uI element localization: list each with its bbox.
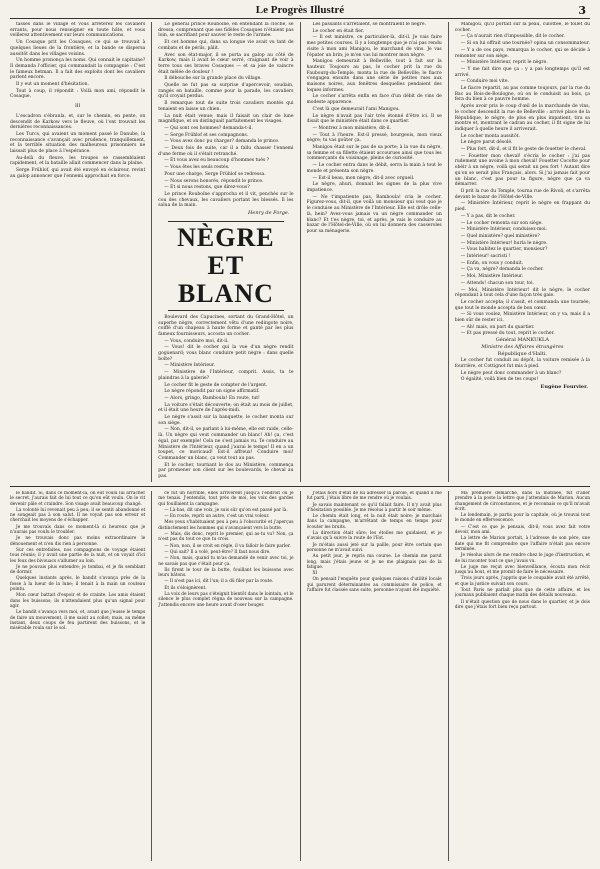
paragraph: L'escadron s'ébranla, et, sur le chemin, en pente, on descendit de Karkow vers le fleuve, où l'ont trouvait les dernières reconnaissances.	[10, 113, 146, 131]
paragraph: — Et si nous restons, que direz-vous?	[164, 185, 250, 191]
paragraph: — Qui sait? Il a volé, peut-être? Il faut nous dire.	[164, 549, 271, 555]
page-number: 3	[578, 4, 586, 17]
paragraph: — Quel ministère? quel ministère?	[460, 233, 540, 239]
column-rule	[151, 491, 152, 861]
paragraph: Le cocher s'arrêta enfin en face d'un débit de vins de modeste apparence.	[306, 94, 442, 106]
paragraph: La voix de leurs pas s'éteignit bientôt dans le lointain, et le silence le plus complet régna de nouveau sur la campagne. J'attendis encore une heure avant d'oser bouger.	[158, 592, 294, 608]
paragraph: Tout à coup, il répondit : Voilà mon ami, répondit le Cosaque.	[10, 88, 146, 100]
paragraph: — Ministère Intérieur, reprit le nègre.	[460, 60, 548, 66]
paragraph: Un Cosaque prit les Cosaques, ce qui se trouvait à quelques lieues de la frontière, et la bande se dispersa aussitôt dans les villages voisins.	[10, 40, 146, 57]
paragraph: — En route, reprit un autre, c'est un vrai voleur.	[164, 514, 270, 520]
paragraph: J'étais hors d'état de lui adresser la parole, et quand il me fut parti, j'étais libre de me rendre où je voulais.	[306, 491, 442, 502]
section-number: III	[75, 104, 81, 110]
paragraph: — Non, mais, quand tu m'as demandé de venir avec toi, je ne savais pas que c'était pour ça.	[158, 556, 294, 567]
paragraph: — Le cocher remonta sur son siège.	[460, 220, 543, 226]
paragraph: — Fouetter mon cheval! s'écria le cocher : j'ai pas rudement une avoine à mon cheval! Fouetter Cocotte pour obéir à un nègre, voilà qui serait un peu fort ! Autant dire qu'on se serait plus Français, alors. Si j'ai jamais fait pour un blanc, c'est pas pour ta figure, nègre que ça va démarrer.	[454, 153, 590, 188]
paragraph: Il prit la rue du Temple, tourna rue de Rivoli, et s'arrêta devant le bazar de l'Hôtel-de-Ville.	[454, 188, 590, 200]
paragraph: — Conduire moi vite.	[460, 79, 509, 85]
paragraph: On pensait l'enquête pour quelques raisons d'utilité locale qui parurent déterminantes au commissaire de police, et l'affaire fut classée sans suite, personne n'ayant été inquiété.	[306, 577, 442, 594]
paragraph: Il y eut un moment d'hésitation.	[16, 82, 89, 88]
paragraph: — Serge Frühlof et ses compagnons.	[164, 132, 249, 138]
paragraph: Après avoir pris le coup d'œil de la marchande de vins, le cocher descendit la rue de Belleville : arrivé place de la République, le nègre, de plus en plus impatient, tira sa montre et, montrant le cadran au cocher, il fit signe de lui indiquer à quelle heure il arriverait.	[454, 104, 590, 132]
column-rule	[151, 22, 152, 482]
paragraph: La lettre de Marion portait, à l'adresse de son père, une date qui me fit comprendre que l'affaire n'était pas encore terminée.	[454, 536, 590, 552]
paragraph: Le prince Rouboïne s'approcha et il vit, penchés sur le cou des chevaux, les cavaliers portant les blessés. Il les salua de la main.	[158, 191, 294, 209]
paragraph: Et le cocher, tournant le dos au Ministère, commença par promener son client sur les boulevards, le cheval au pas.	[158, 462, 294, 480]
paragraph: Ils firent le tour de la butte, fouillant les buissons avec leurs bâtons.	[158, 567, 294, 579]
paragraph: Manigou, qu'il portait sur la peau, culottée, le toilet du cocher.	[454, 22, 590, 33]
paragraph: La nuit était venue; mais il faisait un clair de lune magnifique, et on distinguait parfaitement les visages.	[158, 113, 294, 125]
paragraph: — Tout à l'heure. Est-il pressé, bourgeois, mon vieux nègre; tu vas goûter ça.	[306, 132, 442, 144]
paragraph: — Non, dit-il, se parlant à lui-même, elle est raide, celle-là. Un nègre qui veut commander un blanc! Ah! ça, c'est égal, par exemple! Cela ne s'est jamais vu. Te conduire au Ministère de l'Intérieur, quand j'aurai le temps! Il en a un toupet, ce moricaud! Est-il affreux! Conduire moi! Commander un blanc, ça veut tout au pas.	[158, 427, 294, 461]
paragraph: Avec son état-major, il se porta au galop au côté de Karkow, mais il avait le cœur serré, craignant de voir à terre tous ses braves Cosaques — et sa joie de vaincre était mêlée de douleur !	[158, 52, 294, 75]
paragraph: Serge Frühlof, qui avait été envoyé en éclaireur, revint au galop annoncer que l'ennemi approchait en force.	[10, 168, 146, 179]
masthead-title: Le Progrès Illustré	[255, 4, 345, 16]
paragraph: — Ministère Intérieur, reprit le nègre en frappant du pied.	[454, 201, 590, 213]
paragraph: Je résolus alors de me rendre chez le juge d'instruction, et de lui raconter tout ce que j'avais vu.	[454, 553, 590, 564]
paragraph: Le nègre répondit par un signe affirmatif.	[164, 389, 260, 395]
paragraph: — Deux fois de suite, car il a fallu chasser l'ennemi d'une ferme où il s'était retranché.	[158, 146, 294, 157]
paragraph: — Le cocher entra dans le débit, serra la main à tout le monde et présenta son nègre.	[306, 163, 442, 174]
paragraph: — Moi, Ministère Intérieur! dit le nègre, le cocher répondant à tout cela d'une façon très gaie.	[454, 287, 590, 299]
lower-column-3	[307, 491, 442, 861]
paragraph: O égalité, voilà bien de tes coups!	[460, 377, 539, 383]
section-divider	[10, 486, 590, 487]
paragraph: — Montrez à mon ministère, dit-il.	[312, 125, 391, 131]
column-2	[158, 22, 293, 482]
paragraph: — Plus fort, dit-il, et il fit le geste de fouetter le cheval.	[460, 147, 587, 153]
paragraph: — Y me fait dire que ça : y a pas longtemps qu'il est arrivé.	[454, 66, 590, 78]
paragraph: — Ne t'impatiente pas, Bamboula! cria le cocher. Figurez-vous, dit-il, que voilà un monsieur qui veut que je le conduise au Ministère de l'Intérieur. Elle est drôle celle-là, hein? Avez-vous jamais vu un nègre commander un blanc? Et t'es nègre, toi, et après, je vais le conduire au bazar de l'Hôtel-de-Ville, où on lui donnera des casseroles pour sa ménagerie.	[306, 194, 442, 234]
paragraph: Manigou demeurait à Belleville, tout à fait sur la hauteur. Toujours au pas, le cocher prit la rue du Faubourg-du-Temple, monta la rue de Belleville; le fiacre s'engagea ensuite dans une série de petites rues aux maisons noires, aux fenêtres desquelles pendaient des loques informes.	[306, 59, 442, 93]
paragraph: — Et pas pressé du tout, reprit le cocher.	[460, 331, 555, 337]
paragraph: — Ministère Intérieur.	[164, 363, 215, 369]
column-4	[455, 22, 590, 482]
paragraph: — Ministère Intérieur, conduisez-moi.	[460, 227, 547, 233]
article-signature: Eugène Fourvier.	[540, 384, 588, 391]
paragraph: — Mais, dis donc, reprit le premier, qui as-tu vu? Non, ça n'est pas du tout ce que tu crois.	[158, 532, 294, 543]
paragraph: — Vous avez donc pu charger? demanda le prince.	[164, 139, 280, 145]
column-rule	[448, 22, 449, 482]
paragraph: XI	[312, 571, 318, 577]
paragraph: — Alors, gringo, Bamboula! En route, tut!	[164, 395, 260, 401]
paragraph: — Il est ministre, ce particulier-là, dit-il. Je vais faire mes petites courses. Il y a longtemps que je n'ai pas rendu visite à mon ami Manigou, le marchand de vins. Je vas l'épater un brin; je m'en vas lui montrer mon nègre.	[306, 35, 442, 58]
paragraph: Je ne pouvais plus entendre; je tombai, et je fis semblant de dormir.	[10, 564, 146, 576]
paragraph: — Vous êtes les seuls restés.	[164, 165, 230, 171]
lower-column-1	[10, 491, 145, 861]
paragraph: Mes yeux s'habituaient peu à peu à l'obscurité et j'aperçus distinctement les hommes qui s'avançaient vers la butte.	[158, 520, 294, 531]
paragraph: — Nous serons honorés, répondit le prince.	[164, 178, 264, 184]
paragraph: La volonté lui revenait peu à peu; il se sentit abandonné et ne songeait pas à son salut. Il ne voyait pas son erreur et cherchait les moyens de s'échapper.	[10, 507, 146, 524]
paragraph: Les passants s'arrêtaient, se montraient le nègre.	[312, 22, 426, 27]
paragraph: Le bandit s'avança vers moi, et, avant que j'eusse le temps de faire un mouvement, il me saisit au collet; mais, au même instant, deux coups de feu partirent des buissons, et le misérable roula sur le sol.	[10, 610, 146, 632]
paragraph: Un homme prononça les noms. Qui connait le capitaine? Il demanda l'officier, qui commandait la compagnie : C'est le fameux hetman. Il a fait des exploits dont les cavaliers parlent encore.	[10, 58, 146, 81]
column-1	[10, 22, 145, 482]
paragraph: — Si vous voulez, Ministère Intérieur, on y va, mais il a bien sûr de rester ici.	[454, 312, 590, 324]
paragraph: Le cocher monta aussitôt.	[460, 133, 520, 139]
paragraph: — Vous habitez le quartier, monsieur?	[460, 247, 548, 253]
column-rule	[448, 491, 449, 861]
section-heading	[10, 104, 145, 110]
paragraph: La direction était sûre; les étoiles me guidaient, et je n'avais qu'à suivre la route de l'Est.	[306, 531, 442, 542]
page-header	[10, 4, 590, 19]
paragraph: Je m'étais aussi jeté sur la paille, pour être certain que personne ne m'avait suivi.	[306, 542, 442, 553]
paragraph: — Intérieur! sacristi !	[460, 254, 511, 260]
paragraph: — Ça va, nègre? demanda le cocher.	[460, 267, 544, 273]
paragraph: Manigou était sur le pas de sa porte; à la vue du nègre, sa femme et sa fillette étaient accourues ainsi que tous les commerçants du voisinage, pleins de curiosité.	[306, 145, 442, 162]
paragraph: Ma première démarche, dans la matinée, fut d'aller prendre à la poste la lettre que j'attendais de Marion. Aucun changement de circonstances, et je reconnais ce qu'il m'avait écrit.	[454, 491, 590, 512]
paragraph: Quelle ne fut pas sa surprise d'apercevoir, soudain, rangés en bataille, comme pour la parade, les cavaliers qu'il croyait perdus.	[158, 83, 294, 100]
paragraph: La voiture s'était découverte; on était au mois de juillet, et il était une heure de l'après-midi.	[158, 402, 294, 414]
paragraph: — Ministère de l'Intérieur, comprit. Assis, tu te plaindras à la galerie?	[158, 370, 294, 381]
paragraph: Je savais maintenant ce qu'il fallait faire. Il n'y avait plus d'hésitation possible. Je me résolus à partir le soir même.	[306, 502, 442, 513]
upper-section	[10, 22, 590, 482]
paragraph: tasses dans le village et vous arrêterez les cavaliers errants, pour nous renseigner en toute hâte, et vous veillerez attentivement sur leurs communications.	[10, 22, 146, 39]
paragraph: Le nègre s'assit sur la banquette, le cocher monta sur son siège.	[158, 415, 294, 426]
credit-name: Général MANKUKLA	[495, 337, 549, 344]
paragraph: C'est là que demeurait l'ami Manigou.	[312, 106, 400, 112]
paragraph: Le chemin était long, et la nuit était noire; je marchais dans la campagne, m'arrêtant de temps en temps pour écouter les bruits.	[306, 514, 442, 530]
paragraph: — Vous! dit le cocher qui la vue d'un nègre rendit goguenard; vous blanc conduire petit nègre : dans quelle boîte?	[158, 345, 294, 362]
paragraph: Le fiacre repartit, au pas comme toujours, par la rue du Bac au Bois-de-Boulogne, où on le conduisit au bois, ça fera du bien à ce pauvre homme.	[454, 86, 590, 103]
paragraph: — Qui sont ces hommes? demanda-t-il.	[164, 125, 253, 131]
paragraph: ce fut un horrible, elles arrivèrent jusqu'à l'endroit où je me tenais. J'entendis, tout près de moi, les voix des gardes qui fouillaient la campagne.	[158, 491, 294, 507]
headline-title: NÈGRE ET BLANC	[177, 222, 275, 308]
paragraph: — Ah! mais, on part du quartier.	[460, 324, 535, 330]
lower-column-2	[158, 491, 293, 861]
credit-title: Ministre des Affaires étrangères	[481, 343, 564, 350]
paragraph: — Et vous avez eu beaucoup d'hommes tués ?	[164, 158, 270, 164]
paragraph: Le nègre, ahuri, donnait les signes de la plus vive impatience.	[306, 182, 442, 193]
paragraph: Le cocher fit le geste de compter de l'argent.	[164, 382, 268, 388]
paragraph: — Attends! chacun son tour, toi.	[460, 280, 534, 286]
paragraph: — Est-il beau, mon nègre, dit-il avec orgueil.	[312, 175, 415, 181]
column-rule	[300, 22, 301, 482]
paragraph: — Si on lui offrait une tournée? opina un consommateur.	[460, 41, 590, 47]
paragraph: Le nègre n'avait pas l'air très étonné d'être ici. Il se disait que le ministère était dans ce quartier.	[306, 113, 442, 125]
paragraph: — Non, non, il se croit en règle, il va falloir le faire parler.	[164, 543, 291, 549]
paragraph: Je me trouvais dans ce moment-là si heureux que je n'aurais pas voulu le troubler.	[10, 524, 146, 536]
paragraph: Je ne trouvais donc pas moins extraordinaire le dénouement et n'en dis rien à personne.	[10, 536, 146, 547]
paragraph: — Moi, Ministère Intérieur.	[460, 274, 524, 280]
paragraph: — Il n'est pas ici, dit l'un; il a dû filer par la route.	[164, 579, 274, 585]
paragraph: Il débouche sur la grande place du village.	[164, 76, 262, 82]
paragraph: Au-delà du fleuve, les troupes se rassemblaient rapidement, et la bataille allait commencer dans la plaine.	[10, 155, 146, 167]
paragraph: Il remarque tout de suite trois cavaliers montés qui tenaient en laisse un chien.	[158, 101, 294, 112]
paragraph: Le général prince Rouboïne, en entendant la cloche, se dressa, comprenant que ses fidèles Cosaques n'étaient pas loin, se sacrifiant pour sauver le reste de l'armée.	[158, 22, 294, 39]
paragraph: — Vous, conduire moi, dit-il.	[164, 338, 229, 344]
paragraph: Et ils s'éloignèrent.	[164, 585, 207, 591]
paragraph: Il n'était question que de nous dans le quartier, et je dois dire que j'étais fort bien reçu partout.	[454, 599, 590, 610]
paragraph: — Ministère Intérieur! hurla le nègre.	[460, 240, 548, 246]
paragraph: Sur ces entrefaites, nos compagnons de voyage étaient tous réunis; il y avait une partie de la nuit, et on voyait d'ici les feux des bivouacs s'allumer au loin.	[10, 547, 146, 564]
paragraph: Tout Paris ne parlait plus que de cette affaire, et les journaux publiaient chaque matin des détails nouveaux.	[454, 588, 590, 599]
column-rule	[300, 491, 301, 861]
paragraph: Quelques instants après, le bandit s'avança près de la fosse à la lueur de la lune; il tenait à la main un couteau pointu.	[10, 576, 146, 593]
paragraph: le bandit. Si, dans ce moment-là, on eût voulu lui arracher le secret, j'aurais fait de lui tout ce qu'on eût voulu. On le vit devenir pâle et craindre. Son visage avait beaucoup changé.	[10, 491, 146, 507]
paragraph: Le cocher en était fier.	[312, 28, 365, 34]
paragraph: — Y a de ces pays, remarqua le cocher, qui se décide à remonter sur son siège.	[454, 47, 590, 59]
paragraph: Mon cœur battait d'espoir et de crainte. Les amis étaient dans les buissons; ils n'attendaient plus qu'un signal pour agir.	[10, 593, 146, 609]
column-3	[307, 22, 442, 482]
paragraph: — C'est ce que je pensais, dit-il; vous avez fait votre devoir, mon ami.	[454, 524, 590, 536]
paragraph: Le lendemain, je partis pour la capitale, où je trouvai tout le monde en effervescence.	[454, 513, 590, 524]
article-headline	[158, 221, 293, 311]
credit-place: République d'Haïti.	[497, 350, 547, 357]
paragraph: Le juge me reçut avec bienveillance, écouta mon récit jusqu'au bout, et me promit de faire le nécessaire.	[454, 564, 590, 576]
paragraph: Et cet homme qui, dans sa longue vie avait vu tant de combats et de périls, pâlit.	[158, 40, 294, 51]
paragraph: Le nègre parut désolé.	[460, 140, 513, 146]
paragraph: — Là-bas, dit une voix, je suis sûr qu'on est passé par là.	[164, 507, 288, 513]
lower-section	[10, 491, 590, 861]
paragraph: Les Turcs, qui avaient un moment passé le Danube, la reconnaissance s'avançait avec prudence, tranquillement, et la terrible situation des malheureux prisonniers ne laissait plus de place à l'espérance.	[10, 131, 146, 155]
lower-column-4	[455, 491, 590, 861]
paragraph: Au petit jour, je repris ma course. Le chemin me parut long, mais j'étais jeune et je ne me plaignais pas de la fatigue.	[306, 554, 442, 570]
paragraph: Boulevard des Capucines, sortant du Grand-Hôtel, un superbe nègre, correctement vêtu d'une redingote noire, coiffé d'un chapeau à haute forme et ganté par les plus fameux fournisseurs, accosta un cocher.	[158, 314, 294, 337]
paragraph: Le nègre peut donc commander à un blanc?	[460, 370, 562, 376]
paragraph: — Ça n'aurait rien d'impossible, dit le cocher.	[460, 34, 565, 40]
paragraph: Le cocher accepta; il s'assit, et commanda une tournée, que tout le monde accepta de bon cœur.	[454, 299, 590, 311]
paragraph: — Enfin, on vous y conduit.	[460, 260, 524, 266]
paragraph: — Y a pas, dit le cocher.	[460, 213, 516, 219]
article-signature: Henry de Forge.	[248, 210, 290, 217]
paragraph: Le cocher fut conduit au dépôt, la voiture remisée à la fourrière, et Cottignot fut mis à pied.	[454, 358, 590, 369]
paragraph: Pour une charge, Serge Frühlof se redressa.	[164, 171, 266, 177]
paragraph: Trois jours après, j'appris que le coupable avait été arrêté, et que la justice suivait son cours.	[454, 576, 590, 587]
